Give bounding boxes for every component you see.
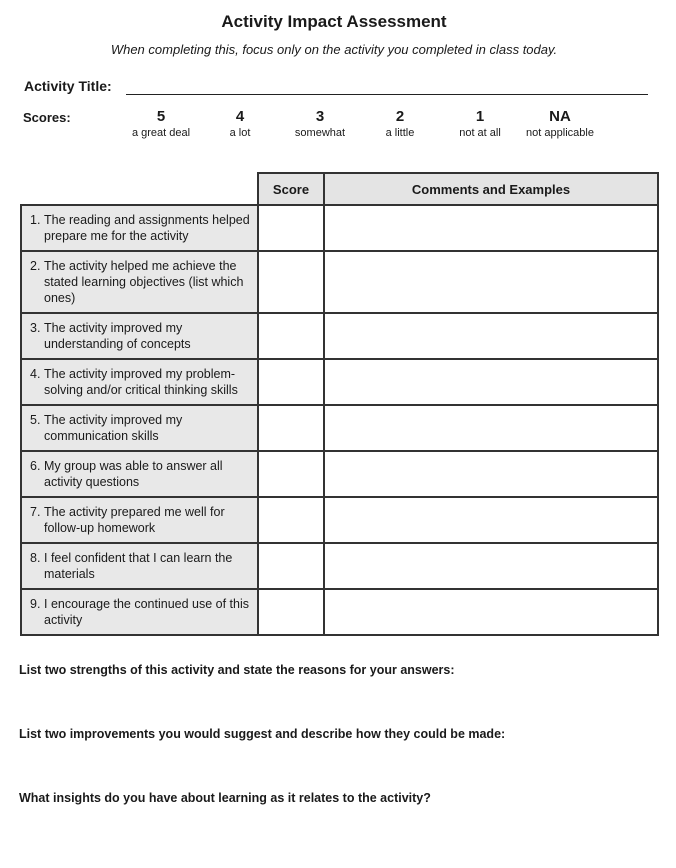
- comments-cell[interactable]: [324, 251, 658, 313]
- scale-description: a little: [385, 127, 415, 139]
- table-row: [21, 251, 658, 313]
- question-number: 2.: [30, 259, 41, 273]
- score-cell[interactable]: [258, 589, 324, 635]
- assessment-table: [20, 172, 659, 636]
- score-cell[interactable]: [258, 251, 324, 313]
- header-blank: [21, 173, 258, 205]
- comments-cell[interactable]: [324, 313, 658, 359]
- question-number: 5.: [30, 413, 41, 427]
- comments-cell[interactable]: [324, 543, 658, 589]
- activity-title-field[interactable]: [126, 94, 648, 95]
- comments-cell[interactable]: [324, 205, 658, 251]
- question-cell: [21, 251, 258, 313]
- question-text: The activity helped me achieve the stated learning objectives (list which ones): [44, 259, 244, 305]
- score-cell[interactable]: [258, 313, 324, 359]
- score-cell[interactable]: [258, 497, 324, 543]
- question-number: 7.: [30, 505, 41, 519]
- score-cell[interactable]: [258, 543, 324, 589]
- question-text: I encourage the continued use of this activity: [44, 597, 250, 627]
- table-row: [21, 497, 658, 543]
- score-cell[interactable]: [258, 451, 324, 497]
- table-row: [21, 589, 658, 635]
- table-row: [21, 543, 658, 589]
- question-text: The activity improved my communication skills: [44, 413, 183, 443]
- table-header-row: [21, 173, 658, 205]
- scale-value: 2: [395, 108, 405, 125]
- page-title: Activity Impact Assessment: [221, 12, 447, 31]
- question-number: 6.: [30, 459, 41, 473]
- scale-description: a lot: [229, 127, 251, 139]
- score-cell[interactable]: [258, 205, 324, 251]
- scale-value: 4: [235, 108, 245, 125]
- question-text: My group was able to answer all activity questions: [44, 459, 223, 489]
- scores-label: Scores:: [23, 110, 71, 125]
- table-row: [21, 359, 658, 405]
- question-cell: [21, 497, 258, 543]
- table-row: [21, 313, 658, 359]
- comments-column-header: Comments and Examples: [324, 173, 658, 205]
- activity-title-label: Activity Title:: [24, 78, 112, 94]
- question-cell: [21, 313, 258, 359]
- scale-description: not applicable: [526, 127, 594, 139]
- question-text: I feel confident that I can learn the materials: [44, 551, 233, 581]
- scale-value: 3: [315, 108, 325, 125]
- question-number: 1.: [30, 213, 41, 227]
- question-text: The activity improved my understanding of concepts: [44, 321, 191, 351]
- score-cell[interactable]: [258, 405, 324, 451]
- insights-prompt: What insights do you have about learning as it relates to the activity?: [19, 791, 431, 805]
- page-subtitle: When completing this, focus only on the activity you completed in class today.: [110, 42, 558, 57]
- question-cell: [21, 589, 258, 635]
- comments-cell[interactable]: [324, 359, 658, 405]
- comments-cell[interactable]: [324, 451, 658, 497]
- improvements-prompt: List two improvements you would suggest and describe how they could be made:: [19, 727, 506, 741]
- scale-description: somewhat: [294, 127, 346, 139]
- question-cell: [21, 451, 258, 497]
- table-row: [21, 405, 658, 451]
- scale-item: [510, 108, 610, 139]
- scale-value: NA: [549, 108, 571, 125]
- score-column-header: Score: [258, 173, 324, 205]
- question-number: 4.: [30, 367, 41, 381]
- question-cell: [21, 359, 258, 405]
- scale-description: a great deal: [131, 127, 191, 139]
- question-text: The reading and assignments helped prepare me for the activity: [44, 213, 250, 243]
- comments-cell[interactable]: [324, 405, 658, 451]
- strengths-prompt: List two strengths of this activity and state the reasons for your answers:: [19, 663, 455, 677]
- question-cell: [21, 543, 258, 589]
- scale-value: 5: [156, 108, 166, 125]
- question-text: The activity prepared me well for follow-up homework: [44, 505, 225, 535]
- score-cell[interactable]: [258, 359, 324, 405]
- table-row: [21, 451, 658, 497]
- question-number: 8.: [30, 551, 41, 565]
- scale-description: not at all: [459, 127, 501, 139]
- question-number: 3.: [30, 321, 41, 335]
- question-cell: [21, 405, 258, 451]
- scale-value: 1: [475, 108, 485, 125]
- question-number: 9.: [30, 597, 41, 611]
- table-row: [21, 205, 658, 251]
- question-cell: [21, 205, 258, 251]
- question-text: The activity improved my problem-solving and/or critical thinking skills: [44, 367, 238, 397]
- comments-cell[interactable]: [324, 497, 658, 543]
- comments-cell[interactable]: [324, 589, 658, 635]
